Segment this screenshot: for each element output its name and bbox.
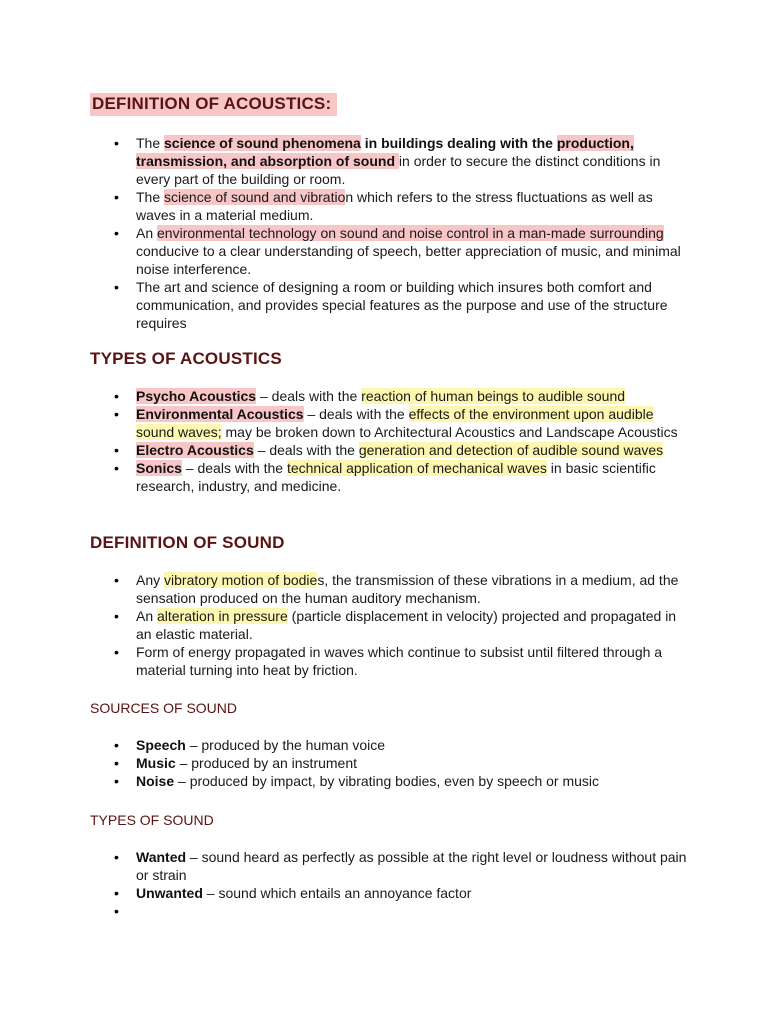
list-item: • The art and science of designing a room or building which insures both comfort and communication, and provides special features as the purpose and use of the structure requires — [90, 278, 690, 332]
list-item: • Speech – produced by the human voice — [90, 736, 690, 754]
list-definition-acoustics — [90, 134, 690, 332]
list-item: • The science of sound phenomena in buildings dealing with the production, transmission, and absorption of sound in order to secure the distinct conditions in every part of the building or room. — [90, 134, 690, 188]
section-definition-sound — [90, 533, 690, 679]
list-item: • Any vibratory motion of bodies, the transmission of these vibrations in a medium, ad the sensation produced on the human auditory mechanism. — [90, 571, 690, 607]
list-item: • The science of sound and vibration which refers to the stress fluctuations as well as waves in a material medium. — [90, 188, 690, 224]
heading-types-acoustics: TYPES OF ACOUSTICS — [90, 349, 282, 368]
list-item: • Electro Acoustics – deals with the generation and detection of audible sound waves — [90, 441, 690, 459]
list-item: • Noise – produced by impact, by vibrating bodies, even by speech or music — [90, 772, 690, 790]
list-types-acoustics — [90, 387, 690, 495]
list-item: • Music – produced by an instrument — [90, 754, 690, 772]
section-types-acoustics — [90, 349, 690, 495]
heading-sources-sound: SOURCES OF SOUND — [90, 700, 238, 716]
section-types-sound — [90, 812, 690, 920]
list-sources-sound — [90, 736, 690, 790]
list-types-sound — [90, 848, 690, 920]
list-item: • Psycho Acoustics – deals with the reaction of human beings to audible sound — [90, 387, 690, 405]
section-sources-sound — [90, 700, 690, 790]
list-item-empty — [90, 902, 690, 920]
list-item: • Unwanted – sound which entails an annoyance factor — [90, 884, 690, 902]
list-item: • An environmental technology on sound and noise control in a man-made surrounding conducive to a clear understanding of speech, better appreciation of music, and minimal noise interference. — [90, 224, 690, 278]
list-item: • Environmental Acoustics – deals with the effects of the environment upon audible sound waves; may be broken down to Architectural Acoustics and Landscape Acoustics — [90, 405, 690, 441]
heading-definition-acoustics: DEFINITION OF ACOUSTICS: — [90, 94, 690, 114]
heading-types-sound: TYPES OF SOUND — [90, 812, 214, 828]
section-definition-acoustics — [90, 94, 690, 332]
list-definition-sound — [90, 571, 690, 679]
list-item: • Wanted – sound heard as perfectly as possible at the right level or loudness without pain or strain — [90, 848, 690, 884]
list-item: • An alteration in pressure (particle displacement in velocity) projected and propagated in an elastic material. — [90, 607, 690, 643]
list-item: • Sonics – deals with the technical application of mechanical waves in basic scientific research, industry, and medicine. — [90, 459, 690, 495]
heading-definition-sound: DEFINITION OF SOUND — [90, 533, 285, 552]
list-item: • Form of energy propagated in waves which continue to subsist until filtered through a material turning into heat by friction. — [90, 643, 690, 679]
